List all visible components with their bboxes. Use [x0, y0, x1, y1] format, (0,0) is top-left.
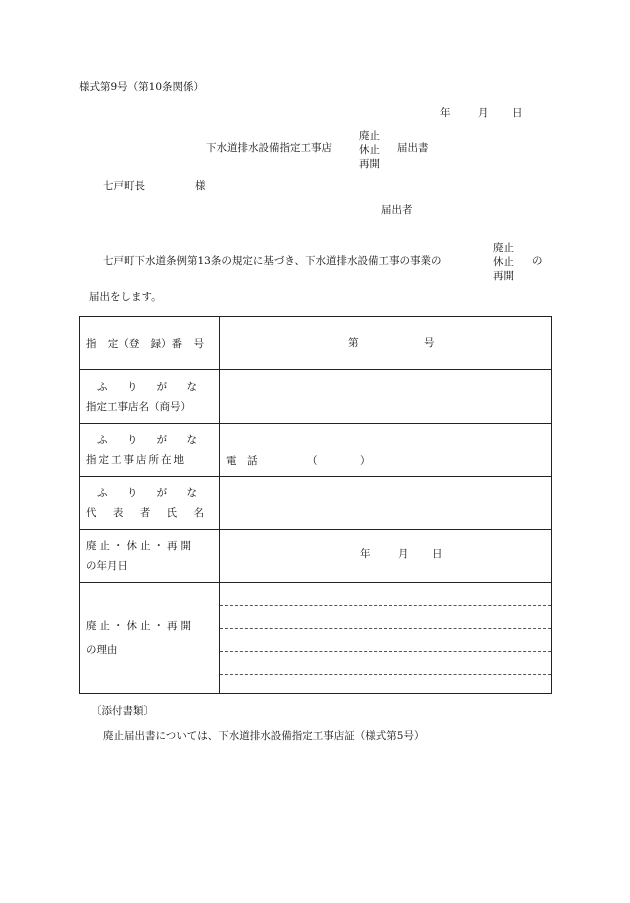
title-prefix: 下水道排水設備指定工事店: [206, 142, 332, 154]
label-char: 録）番: [150, 337, 183, 350]
reason-line: [220, 606, 551, 629]
kana-char: り: [126, 434, 138, 446]
kana-char: ふ: [97, 380, 108, 393]
kana-char: が: [156, 434, 168, 446]
body-text-2: 届出をします。: [89, 291, 162, 303]
notification-table: [79, 316, 552, 694]
kana-char: ふ: [97, 487, 108, 499]
store-address-field[interactable]: [220, 424, 552, 477]
label-char: 代: [86, 507, 97, 519]
label-char: 者: [139, 507, 151, 519]
representative-name-text: [86, 506, 204, 520]
form-number: 様式第9号（第10条関係）: [79, 81, 205, 93]
registration-number-label: [80, 317, 220, 370]
furigana-label: [97, 380, 197, 394]
body-option-kyushi: 休止: [493, 256, 514, 268]
row-reason: [80, 583, 552, 694]
attachments-text: 廃止届出書については、下水道排水設備指定工事店証（様式第5号）: [103, 730, 425, 742]
label-char: 指: [86, 337, 97, 350]
phone-label: 電 話: [226, 455, 258, 467]
reason-row-label-line1: 廃止・休止・再開: [86, 620, 194, 632]
representative-field[interactable]: [220, 477, 552, 530]
reason-row-label: [80, 583, 220, 694]
reason-line: [220, 629, 551, 652]
kana-char: ふ: [97, 434, 108, 446]
reason-field[interactable]: [220, 583, 552, 694]
registration-number-field[interactable]: [220, 317, 552, 370]
registration-number-suffix: 号: [423, 337, 435, 349]
kana-char: り: [126, 380, 138, 393]
reason-line: [220, 652, 551, 675]
title-option-saikai: 再開: [359, 158, 380, 170]
label-char: 号: [193, 337, 204, 350]
kana-char: が: [156, 380, 168, 393]
body-option-haishi: 廃止: [493, 242, 514, 254]
row-registration-number: [80, 317, 552, 370]
date-month-label: 月: [478, 107, 489, 119]
furigana-label: [97, 486, 197, 500]
date-field-day: 日: [432, 548, 443, 560]
phone-open-paren: （: [307, 455, 318, 467]
furigana-label: [97, 433, 197, 447]
addressee-name: 七戸町長: [103, 180, 145, 192]
store-name-label: [80, 370, 220, 424]
row-date: [80, 530, 552, 583]
kana-char: な: [186, 487, 197, 499]
body-options: [493, 241, 514, 283]
label-char: 表: [112, 507, 124, 519]
kana-char: な: [186, 434, 197, 446]
title-options: [359, 129, 380, 171]
kana-char: な: [186, 380, 197, 393]
title-option-kyushi: 休止: [359, 144, 380, 156]
date-field-month: 月: [398, 548, 409, 560]
row-store-name: [80, 370, 552, 424]
attachments-heading: 〔添付書類〕: [91, 705, 154, 717]
reason-row-label-line2: の理由: [86, 644, 118, 656]
date-field[interactable]: [220, 530, 552, 583]
store-name-field[interactable]: [220, 370, 552, 424]
label-char: 氏: [166, 507, 178, 519]
title-suffix: 届出書: [397, 142, 429, 154]
reason-line: [220, 583, 551, 606]
phone-close-paren: ）: [360, 455, 371, 467]
kana-char: が: [156, 487, 168, 499]
store-address-label: [80, 424, 220, 477]
date-field-year: 年: [360, 548, 371, 560]
addressee-honorific: 様: [195, 180, 206, 192]
title-option-haishi: 廃止: [359, 130, 380, 142]
row-store-address: [80, 424, 552, 477]
date-row-label: [80, 530, 220, 583]
label-char: 定（登: [107, 337, 140, 350]
store-name-text: 指定工事店名（商号）: [86, 400, 191, 413]
date-day-label: 日: [512, 107, 523, 119]
kana-char: り: [126, 487, 138, 499]
date-row-label-line1: 廃止・休止・再開: [86, 540, 194, 552]
registration-number-prefix: 第: [348, 337, 359, 349]
date-row-label-line2: の年月日: [86, 560, 128, 572]
body-particle: の: [532, 255, 543, 267]
row-representative: [80, 477, 552, 530]
store-address-text: 指定工事店所在地: [86, 454, 186, 466]
body-text: 七戸町下水道条例第13条の規定に基づき、下水道排水設備工事の事業の: [103, 255, 442, 267]
reporter-label: 届出者: [381, 204, 413, 216]
date-year-label: 年: [440, 107, 451, 119]
representative-label: [80, 477, 220, 530]
label-char: 名: [193, 507, 204, 519]
body-option-saikai: 再開: [493, 270, 514, 282]
